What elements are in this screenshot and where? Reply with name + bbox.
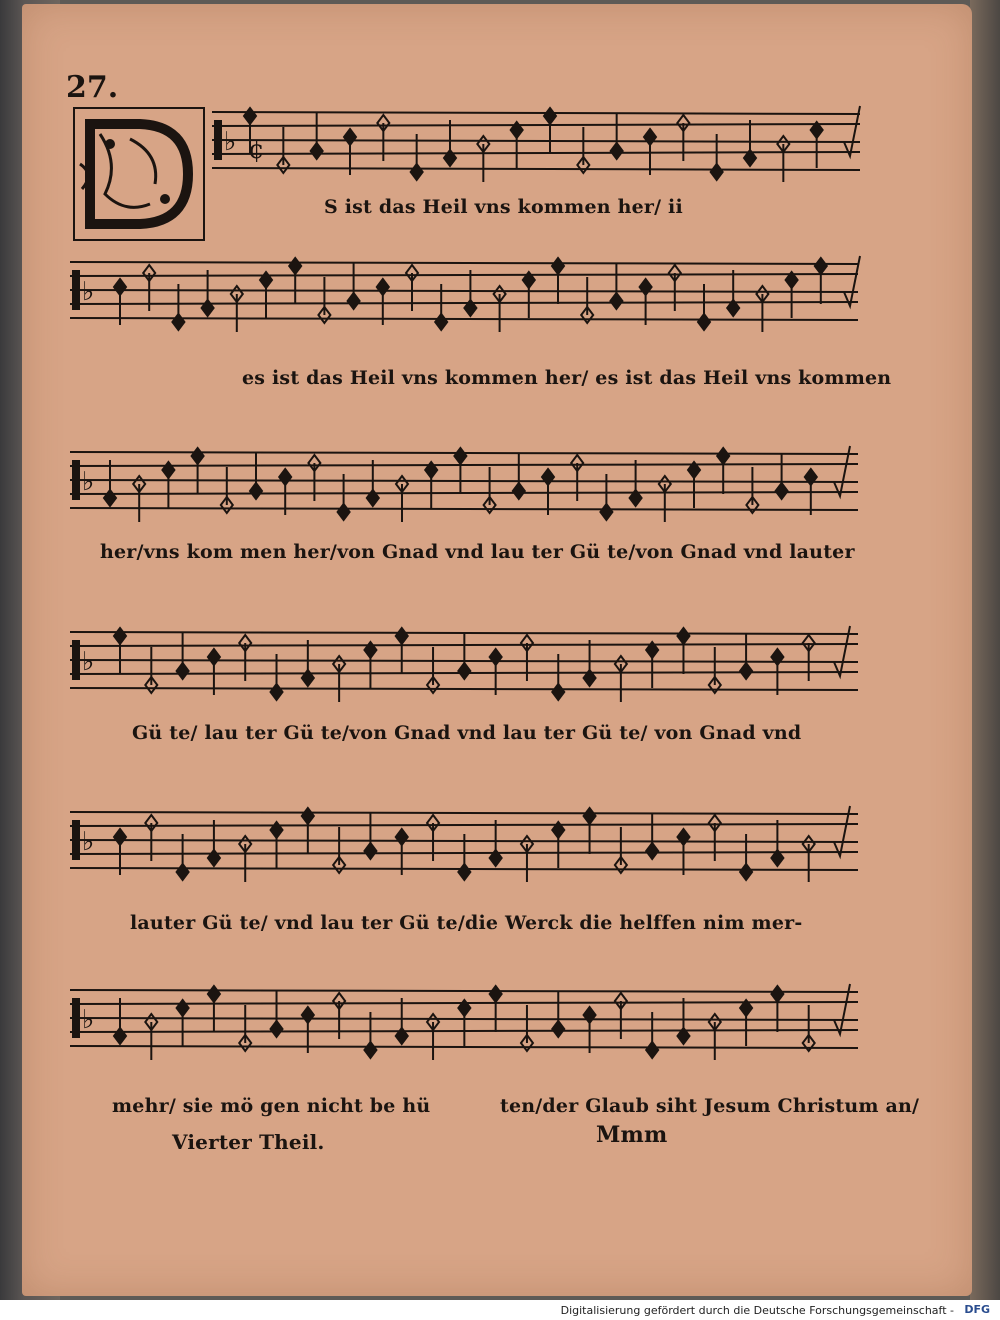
dfg-logo: DFG xyxy=(964,1303,990,1316)
staff-line xyxy=(70,824,858,826)
lyric-line-3: her/vns kom men her/von Gnad vnd lau ter Gü te/von Gnad vnd lauter xyxy=(100,541,855,563)
clef-sign xyxy=(214,120,222,160)
staff-line xyxy=(70,480,858,482)
footer-bar xyxy=(0,1301,1000,1320)
staff-line xyxy=(212,152,860,154)
flat-sign: ♭ xyxy=(82,827,95,857)
footer-text: Digitalisierung gefördert durch die Deutsche Forschungsgemeinschaft - xyxy=(560,1304,954,1317)
clef-sign xyxy=(72,820,80,860)
staff-line xyxy=(70,262,858,264)
clef-sign xyxy=(72,270,80,310)
clef-sign xyxy=(72,998,80,1038)
staff-line xyxy=(70,302,858,304)
staff-line xyxy=(212,112,860,114)
page-number: 27. xyxy=(66,70,119,105)
lyric-line-6a: mehr/ sie mö gen nicht be hü xyxy=(112,1095,431,1117)
lyric-line-6b: ten/der Glaub siht Jesum Christum an/ xyxy=(500,1095,920,1117)
staff-line xyxy=(70,318,858,320)
lyric-line-1: S ist das Heil vns kommen her/ ii xyxy=(324,196,683,218)
staff-line xyxy=(212,168,860,170)
flat-sign: ♭ xyxy=(82,277,95,307)
clef-sign xyxy=(72,460,80,500)
flat-sign: ♭ xyxy=(82,647,95,677)
staff-line xyxy=(70,990,858,992)
flat-sign: ♭ xyxy=(82,467,95,497)
catchword: Mmm xyxy=(596,1122,668,1148)
time-signature: ¢ xyxy=(248,135,265,165)
lyric-line-2: es ist das Heil vns kommen her/ es ist das Heil vns kommen xyxy=(242,367,892,389)
flat-sign: ♭ xyxy=(224,127,237,157)
staff-line xyxy=(70,508,858,510)
staff-line xyxy=(70,464,858,466)
lyric-line-4: Gü te/ lau ter Gü te/von Gnad vnd lau ter Gü te/ von Gnad vnd xyxy=(132,722,802,744)
flat-sign: ♭ xyxy=(82,1005,95,1035)
staff-line xyxy=(212,140,860,142)
staff-line xyxy=(212,124,860,126)
staff-line xyxy=(70,492,858,494)
staff-line xyxy=(70,1046,858,1048)
section-label: Vierter Theil. xyxy=(172,1130,325,1154)
staff-line xyxy=(70,688,858,690)
staff-line xyxy=(70,812,858,814)
clef-sign xyxy=(72,640,80,680)
staff-line xyxy=(70,290,858,292)
lyric-line-5: lauter Gü te/ vnd lau ter Gü te/die Werck die helffen nim mer- xyxy=(130,912,803,934)
staff-line xyxy=(70,274,858,276)
